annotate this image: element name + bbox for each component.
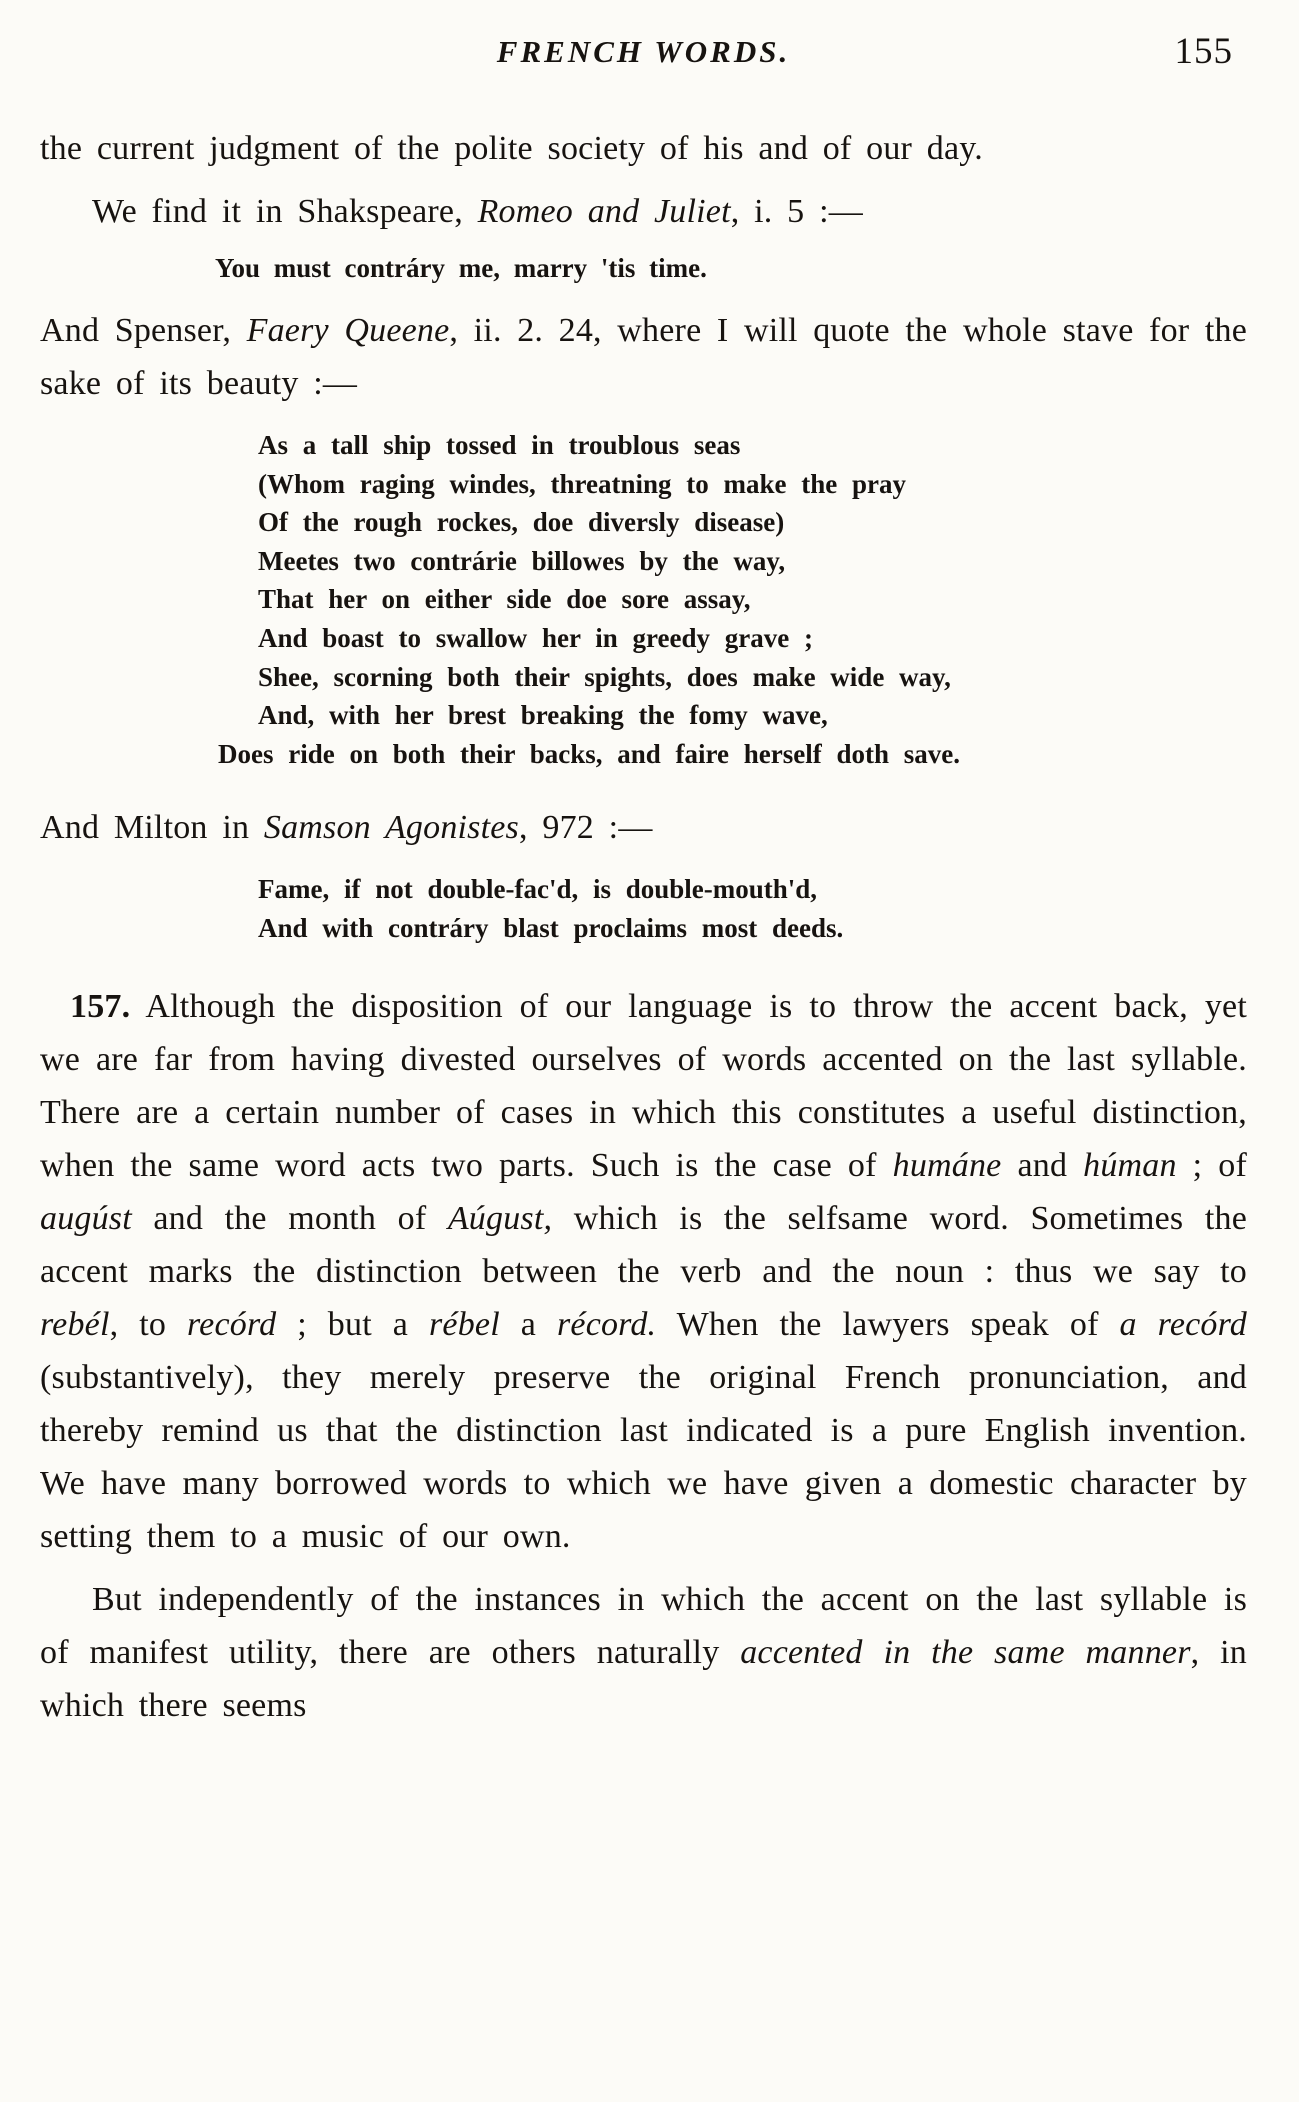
text-run: When the lawyers speak of bbox=[656, 1305, 1120, 1343]
page-number: 155 bbox=[1174, 31, 1233, 72]
text-run: Although the disposition of our language is to throw the accent back, yet we are far from having divested ourselves of words accented on the last syllable. There are a certain number of cases in which this constitutes a useful distinction, when the same word acts two parts. Such is the case of bbox=[40, 987, 1247, 1184]
text-run: a bbox=[499, 1305, 557, 1343]
accented-word: húman bbox=[1083, 1146, 1177, 1184]
verse-line: And with contráry blast proclaims most deeds. bbox=[258, 913, 844, 944]
running-title: FRENCH WORDS. bbox=[496, 34, 791, 69]
accented-word: Aúgust, bbox=[447, 1199, 553, 1237]
verse-line: Of the rough rockes, doe diversly disease) bbox=[258, 507, 785, 538]
text-run: And Spenser, bbox=[40, 311, 247, 349]
accented-word: a recórd bbox=[1119, 1305, 1247, 1343]
text-run: We find it in Shakspeare, bbox=[92, 193, 478, 231]
verse-line: Does ride on both their backs, and faire herself doth save. bbox=[218, 738, 961, 769]
quotation-line: You must contráry me, marry 'tis time. bbox=[215, 253, 707, 284]
text-run: , i. 5 :— bbox=[730, 193, 863, 231]
accented-word: recórd bbox=[187, 1305, 277, 1343]
verse-line: Meetes two contrárie billowes by the way, bbox=[258, 545, 786, 576]
verse-line: (Whom raging windes, threatning to make the pray bbox=[258, 468, 907, 499]
accented-word: rebél bbox=[40, 1305, 110, 1343]
paragraph-section-157 bbox=[40, 980, 1247, 1563]
verse-stanza-spenser bbox=[218, 426, 1247, 773]
verse-line: Shee, scorning both their spights, does make wide way, bbox=[258, 661, 951, 692]
verse-line: Fame, if not double-fac'd, is double-mouth'd, bbox=[258, 874, 818, 905]
work-title: Faery Queene bbox=[246, 311, 450, 349]
section-number: 157. bbox=[70, 987, 131, 1025]
text-run: , ii. 2. 24, where I will quote the whole stave for the sake of its beauty :— bbox=[40, 311, 1247, 402]
text-run: and bbox=[1001, 1146, 1084, 1184]
work-title: Samson Agonistes bbox=[263, 809, 519, 847]
work-title: Romeo and Juliet bbox=[477, 193, 731, 231]
text-run: , in which there seems bbox=[40, 1634, 1247, 1725]
verse-line: And, with her brest breaking the fomy wave, bbox=[258, 700, 828, 731]
text-run: ; of bbox=[1176, 1146, 1247, 1184]
text-run: And Milton in bbox=[40, 809, 264, 847]
paragraph-milton bbox=[40, 801, 1247, 854]
text-run: ; but a bbox=[276, 1305, 429, 1343]
text-run: , 972 :— bbox=[518, 809, 653, 847]
paragraph-spenser bbox=[40, 304, 1247, 410]
verse-stanza-milton bbox=[258, 870, 1247, 947]
accented-word: rébel bbox=[428, 1305, 500, 1343]
paragraph-shakspeare bbox=[40, 185, 1247, 238]
accented-word: augúst bbox=[40, 1199, 132, 1237]
text-run: (substantively), they merely preserve the original French pronunciation, and thereby remind us that the distinction last indicated is a pure English invention. We have many borrowed words to which we have given a domestic character by setting them to a music of our own. bbox=[40, 1358, 1247, 1555]
accented-word: récord. bbox=[556, 1305, 657, 1343]
paragraph-final bbox=[40, 1573, 1247, 1732]
verse-line: As a tall ship tossed in troublous seas bbox=[258, 429, 741, 460]
verse-line: And boast to swallow her in greedy grave ; bbox=[258, 622, 813, 653]
page-header bbox=[40, 31, 1247, 78]
text-run: But independently of the instances in which the accent on the last syllable is of manifest utility, there are others naturally bbox=[40, 1581, 1247, 1672]
text-run: , to bbox=[109, 1305, 187, 1343]
verse-line: That her on either side doe sore assay, bbox=[258, 584, 751, 615]
accented-word: humáne bbox=[892, 1146, 1002, 1184]
text-run: which is the selfsame word. Sometimes the accent marks the distinction between the verb and the noun : thus we say to bbox=[40, 1199, 1247, 1290]
paragraph-continuation: the current judgment of the polite society of his and of our day. bbox=[40, 130, 983, 167]
emphasized-phrase: accented in the same manner bbox=[740, 1634, 1191, 1672]
text-run: and the month of bbox=[131, 1199, 448, 1237]
